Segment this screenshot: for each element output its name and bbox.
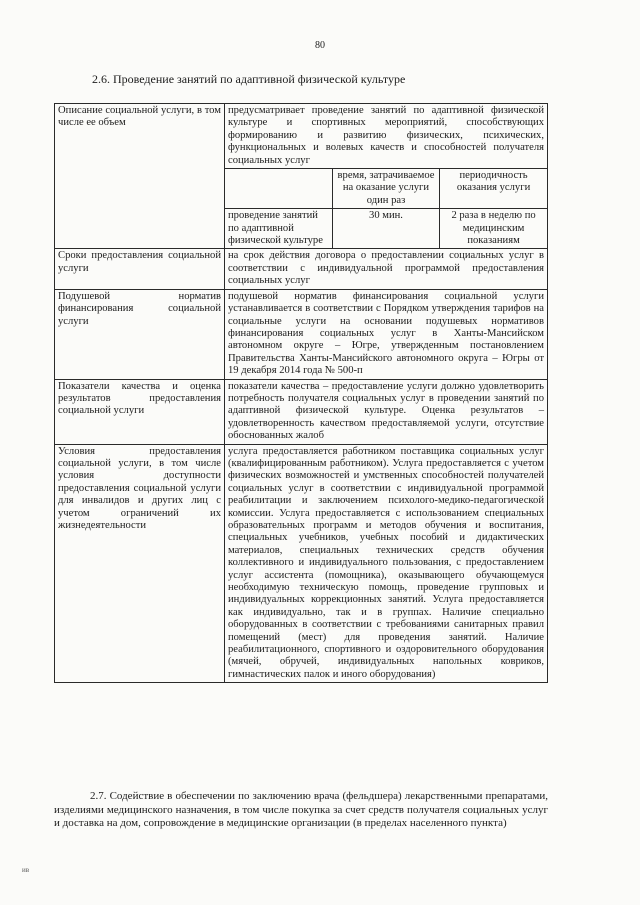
subtable-header-time: время, затрачиваемое на оказание услуги один раз bbox=[332, 169, 439, 209]
subtable-time-value: 30 мин. bbox=[332, 209, 439, 249]
row-content-financing: подушевой норматив финансирования социальной услуги устанавливается в соответствии с Порядком утверждения тарифов на социальные услуги на основании подушевых нормативов финансирования социальных услуг в Ханты-Мансийском автономном округе – Югре, утвержденным постановлением Правительства Ханты-Мансийского автономного округа – Югры от 19 декабря 2014 года № 500-п bbox=[225, 289, 548, 379]
row-content-description bbox=[225, 104, 548, 249]
page-number: 80 bbox=[315, 40, 325, 51]
row-content-terms: на срок действия договора о предоставлении социальных услуг в соответствии с индивидуальной программой предоставления социальных услуг bbox=[225, 249, 548, 289]
subtable-header-frequency: периодичность оказания услуги bbox=[440, 169, 547, 209]
row-label-financing: Подушевой норматив финансирования социальной услуги bbox=[55, 289, 225, 379]
row-label-quality: Показатели качества и оценка результатов предоставления социальной услуги bbox=[55, 379, 225, 444]
subtable-frequency-value: 2 раза в неделю по медицинским показаниям bbox=[440, 209, 547, 249]
table-row bbox=[55, 379, 548, 444]
row-label-conditions: Условия предоставления социальной услуги, в том числе условия доступности предоставления социальной услуги для инвалидов и других лиц с учетом ограничений их жизнедеятельности bbox=[55, 444, 225, 683]
service-table bbox=[54, 103, 548, 683]
next-section-paragraph: 2.7. Содействие в обеспечении по заключению врача (фельдшера) лекарственными препаратами, изделиями медицинского назначения, в том числе покупка за счет средств получателя социальных услуг и доставка на дом, сопровождение в медицинские организации (в пределах населенного пункта) bbox=[54, 790, 548, 829]
table-row bbox=[55, 289, 548, 379]
row-label-description: Описание социальной услуги, в том числе ее объем bbox=[55, 104, 225, 249]
corner-mark: ив bbox=[22, 866, 30, 874]
table-row bbox=[55, 444, 548, 683]
table-row bbox=[55, 104, 548, 249]
volume-subtable bbox=[225, 104, 547, 248]
section-heading: 2.6. Проведение занятий по адаптивной физической культуре bbox=[92, 72, 406, 86]
subtable-service-name: проведение занятий по адаптивной физической культуре bbox=[225, 209, 332, 249]
table-row bbox=[55, 249, 548, 289]
row-content-quality: показатели качества – предоставление услуги должно удовлетворить потребность получателя социальных услуг в проведении занятий по адаптивной физической культуре. Оценка результатов – удовлетворенность качеством предоставляемой услуги, отсутствие обоснованных жалоб bbox=[225, 379, 548, 444]
row-label-terms: Сроки предоставления социальной услуги bbox=[55, 249, 225, 289]
description-text: предусматривает проведение занятий по адаптивной физической культуре и спортивных мероприятий, способствующих формированию и развитию физических, психических, функциональных и волевых качеств и способностей получателя социальных услуг bbox=[225, 104, 547, 169]
subtable-empty-cell bbox=[225, 169, 332, 209]
row-content-conditions: услуга предоставляется работником поставщика социальных услуг (квалифицированным работником). Услуга предоставляется с учетом физических возможностей и умственных способностей получателей социальных услуг в соответствии с индивидуальной программой реабилитации и заключением психолого-медико-педагогической комиссии. Услуга предоставляется с использованием специальных образовательных программ и методов обучения и воспитания, специальных учебников, учебных пособий и дидактических материалов, специальных технических средств обучения коллективного и индивидуального пользования, с предоставлением услуг ассистента (помощника), оказывающего обучающемуся необходимую техническую помощь, проведение групповых и индивидуальных коррекционных занятий. Услуга предоставляется как индивидуально, так и в группах. Наличие специально оборудованных в соответствии с требованиями санитарных правил помещений (мест) для проведения занятий. Наличие реабилитационного, спортивного и оздоровительного оборудования (мячей, обручей, индивидуальных напольных ковриков, гимнастических палок и иного оборудования) bbox=[225, 444, 548, 683]
